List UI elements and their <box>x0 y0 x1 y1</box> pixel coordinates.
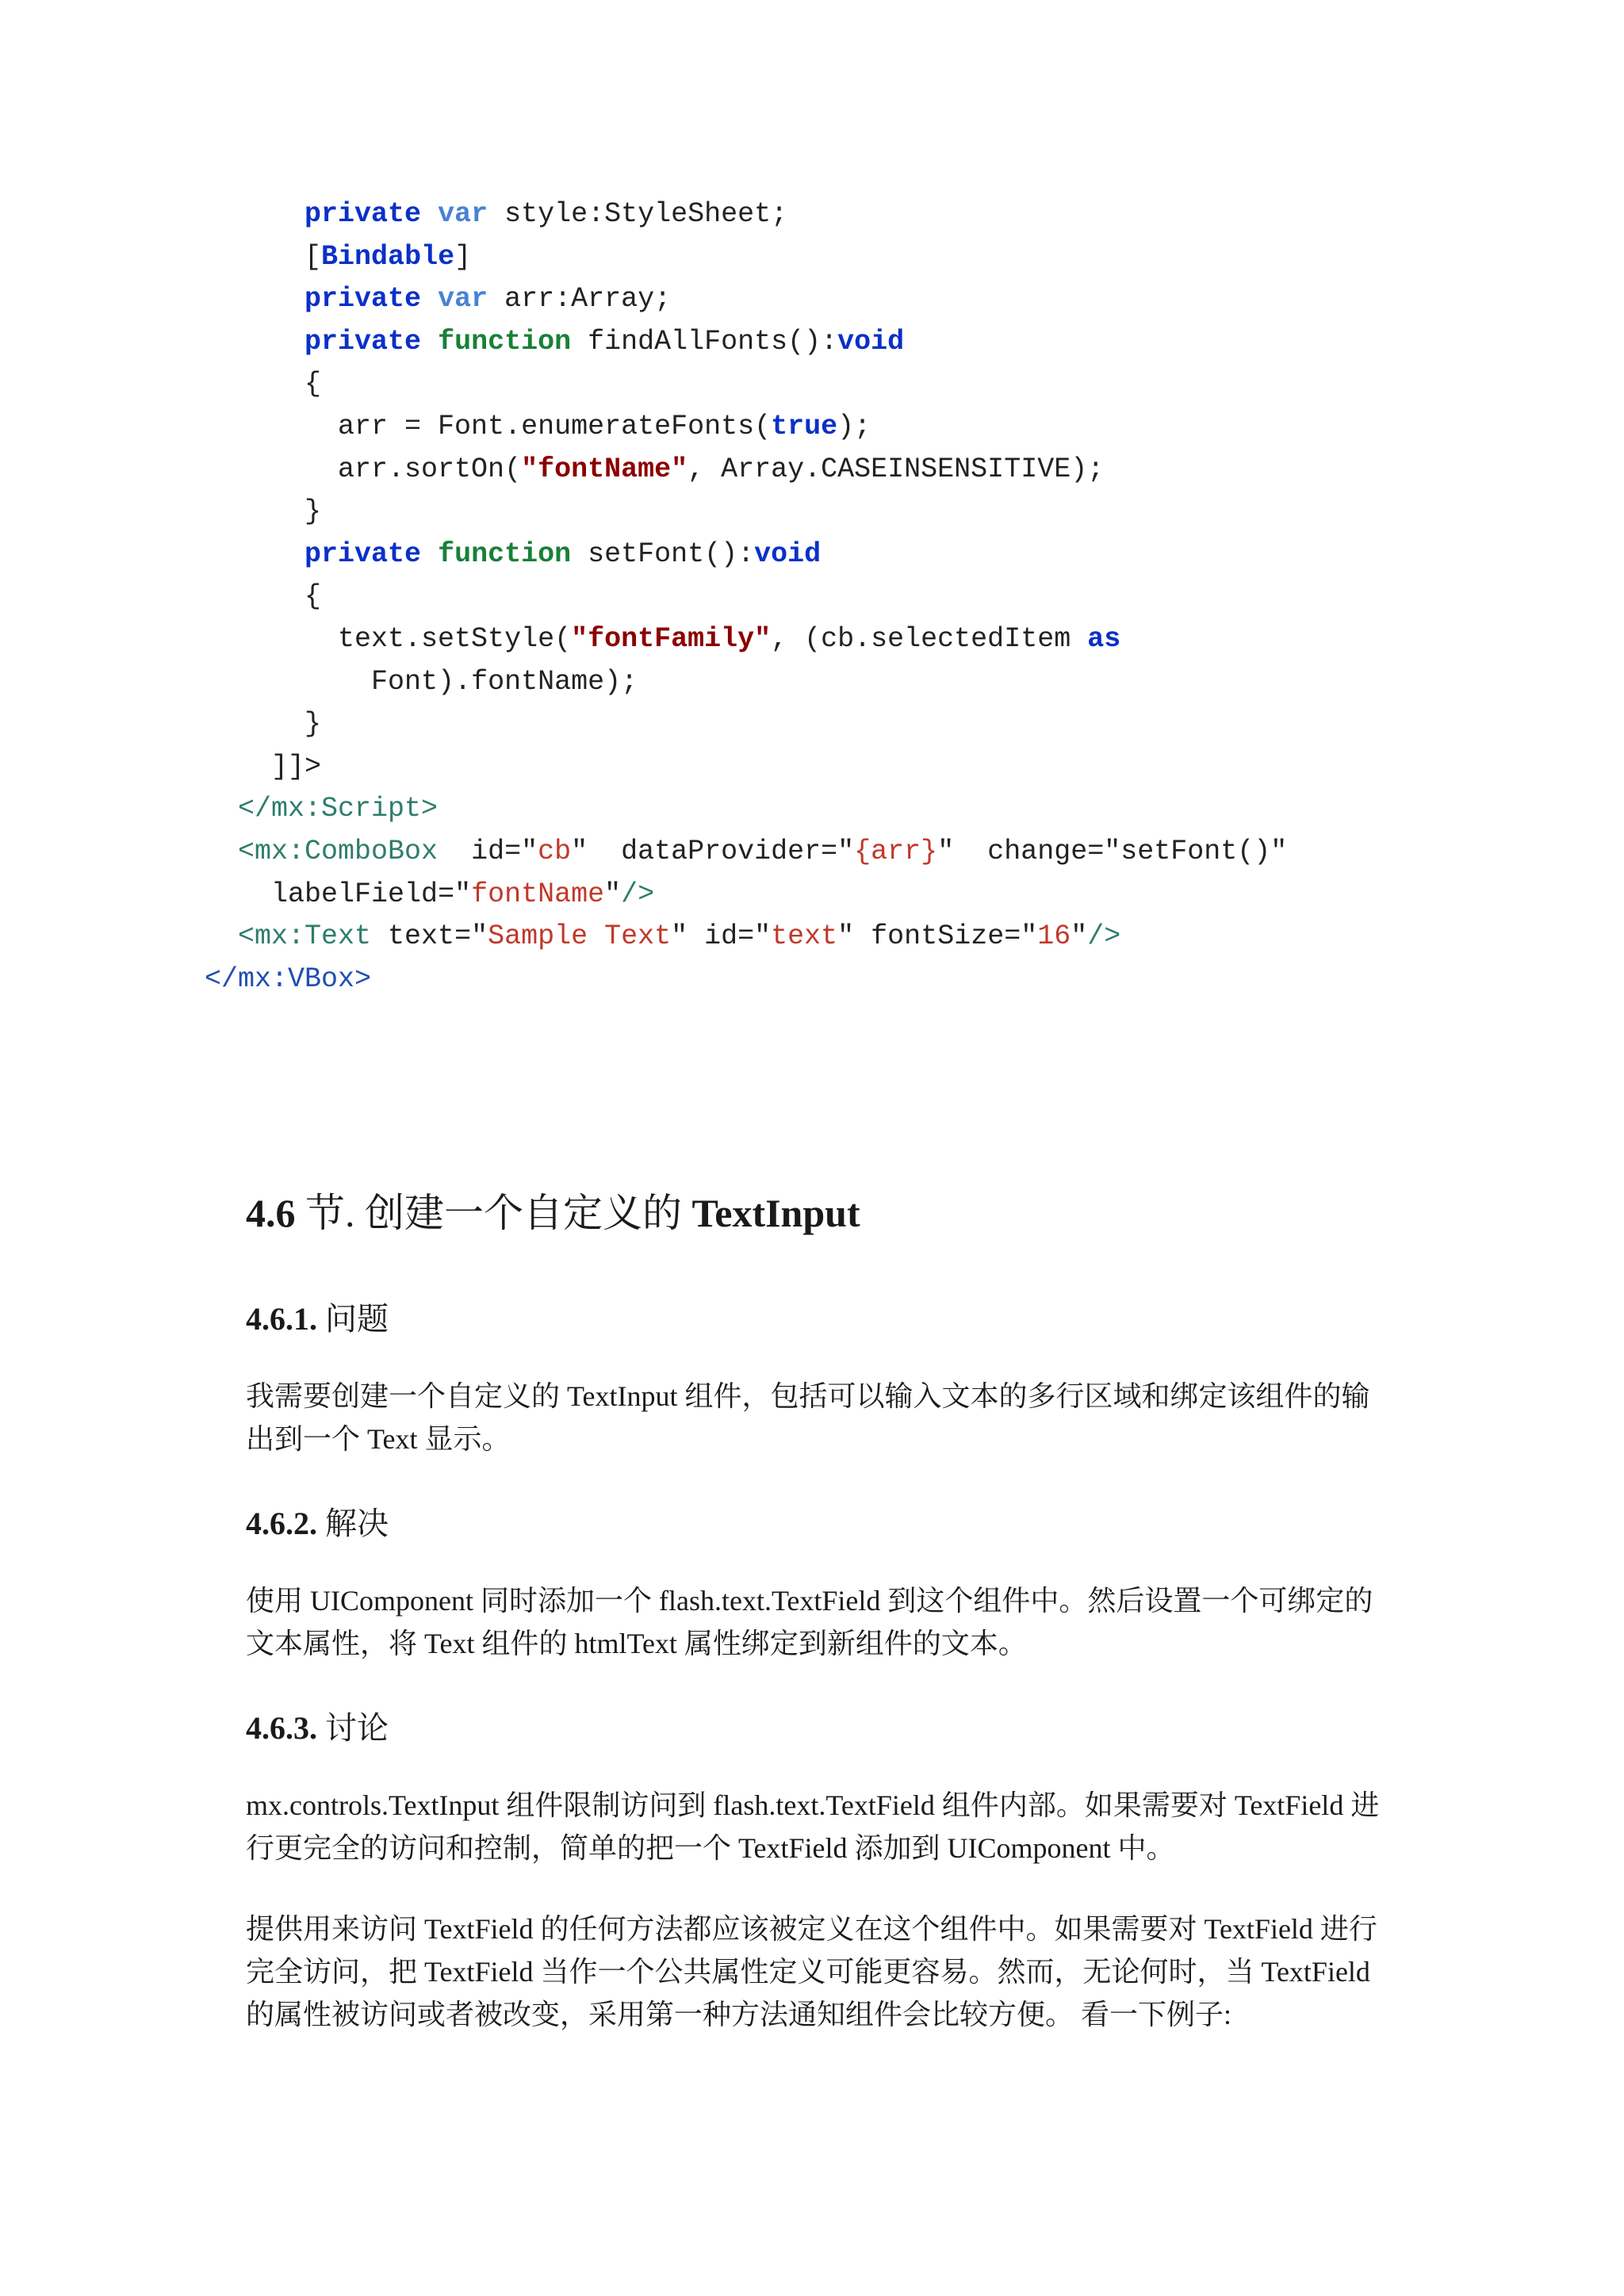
code-token: , (cb.selectedItem <box>771 622 1088 655</box>
code-line <box>188 831 1338 874</box>
subsection-heading <box>246 1294 389 1339</box>
code-line <box>188 746 1338 789</box>
subsection-number: 4.6.2. <box>246 1506 317 1541</box>
code-token: <mx:ComboBox <box>238 835 439 867</box>
code-token: " <box>1071 920 1088 953</box>
code-token: text.setStyle( <box>338 622 572 655</box>
code-token: "fontFamily" <box>571 622 772 655</box>
paragraph: 我需要创建一个自定义的 TextInput 组件，包括可以输入文本的多行区域和绑定该组件的输出到一个 Text 显示。 <box>246 1380 1370 1455</box>
code-line <box>188 788 1338 831</box>
code-line <box>188 193 1338 236</box>
code-token: " fontSize=" <box>837 920 1038 953</box>
code-token: style:StyleSheet; <box>488 198 788 230</box>
code-token: arr.sortOn( <box>338 453 522 485</box>
code-token: private <box>304 198 422 230</box>
section-title-zh: 节. 创建一个自定义的 <box>295 1191 692 1235</box>
code-token: { <box>304 368 322 400</box>
code-token: /> <box>621 878 655 910</box>
code-token: " id=" <box>671 920 772 953</box>
code-token: private <box>304 283 422 316</box>
code-line <box>188 618 1338 661</box>
code-line <box>188 278 1338 321</box>
code-token: <mx:Text <box>238 920 372 953</box>
section-title-en: TextInput <box>691 1191 860 1235</box>
code-line <box>188 703 1338 746</box>
code-token: void <box>837 325 905 358</box>
subsection-number: 4.6.3. <box>246 1710 317 1746</box>
code-token: Sample Text <box>488 920 672 953</box>
code-token: function <box>438 538 572 570</box>
code-token: " dataProvider=" <box>571 835 855 867</box>
section-number: 4.6 <box>246 1191 296 1235</box>
code-token: as <box>1087 622 1121 655</box>
code-token: setFont(): <box>571 538 755 570</box>
code-token: var <box>438 198 488 230</box>
code-token: " change="setFont()" <box>937 835 1288 867</box>
section-heading <box>246 1181 860 1238</box>
subsection-heading <box>246 1703 389 1748</box>
code-token: cb <box>538 835 572 867</box>
code-token: } <box>304 496 322 528</box>
subsection-heading <box>246 1498 389 1544</box>
code-token: var <box>438 283 488 316</box>
code-line <box>188 576 1338 618</box>
code-line <box>188 916 1338 959</box>
code-token: ] <box>454 240 472 273</box>
code-token: ); <box>837 410 871 442</box>
code-token: findAllFonts(): <box>571 325 838 358</box>
code-token <box>421 283 438 315</box>
paragraph: 提供用来访问 TextField 的任何方法都应该被定义在这个组件中。如果需要对 TextField 进行完全访问，把 TextField 当作一个公共属性定义可能更容易。然而，无论何时，当 TextField 的属性被访问或者被改变，采用第一种方法通知组件会比较方便。 看一下例子: <box>246 1913 1377 2030</box>
code-token: {arr} <box>854 835 938 867</box>
code-token: /> <box>1087 920 1121 953</box>
code-line <box>188 959 1338 1001</box>
code-line <box>188 534 1338 576</box>
code-line <box>188 236 1338 279</box>
code-token: 16 <box>1037 920 1071 953</box>
code-token: ]]> <box>271 750 322 783</box>
code-token: void <box>754 538 822 570</box>
code-token <box>421 538 438 570</box>
code-token <box>421 326 438 358</box>
code-token: private <box>304 325 422 358</box>
code-token: " <box>604 878 622 910</box>
subsection-number: 4.6.1. <box>246 1301 317 1337</box>
paragraph: 使用 UIComponent 同时添加一个 flash.text.TextField 到这个组件中。然后设置一个可绑定的文本属性，将 Text 组件的 htmlText 属性绑定到新组件的文本。 <box>246 1585 1373 1659</box>
code-token: text=" <box>371 920 488 953</box>
code-token: </mx:VBox> <box>205 962 372 995</box>
code-token: private <box>304 538 422 570</box>
code-token: </mx:Script> <box>238 793 439 825</box>
code-line <box>188 661 1338 704</box>
code-token: text <box>771 920 838 953</box>
paragraph: mx.controls.TextInput 组件限制访问到 flash.text.TextField 组件内部。如果需要对 TextField 进行更完全的访问和控制，简单的把一个 TextField 添加到 UIComponent 中。 <box>246 1789 1380 1864</box>
code-line <box>188 449 1338 492</box>
code-token: arr:Array; <box>488 283 672 316</box>
code-line <box>188 406 1338 449</box>
code-token: id=" <box>438 835 538 867</box>
code-token: [ <box>304 240 322 273</box>
code-token: { <box>304 580 322 613</box>
code-token: Font).fontName); <box>371 665 638 698</box>
subsection-title: 解决 <box>325 1506 389 1541</box>
subsection-title: 讨论 <box>325 1710 389 1746</box>
code-token: labelField=" <box>271 878 472 910</box>
code-line <box>188 874 1338 916</box>
code-token: fontName <box>471 878 605 910</box>
code-token: true <box>771 410 838 442</box>
code-token: } <box>304 708 322 740</box>
code-line <box>188 321 1338 364</box>
code-token: Bindable <box>321 240 455 273</box>
code-token: arr = Font.enumerateFonts( <box>338 410 772 442</box>
code-line <box>188 363 1338 406</box>
code-token: "fontName" <box>521 453 688 485</box>
code-token <box>421 198 438 230</box>
subsection-title: 问题 <box>325 1301 389 1337</box>
code-line <box>188 491 1338 534</box>
code-token: , Array.CASEINSENSITIVE); <box>688 453 1105 485</box>
code-block <box>188 193 1338 1001</box>
code-token: function <box>438 325 572 358</box>
